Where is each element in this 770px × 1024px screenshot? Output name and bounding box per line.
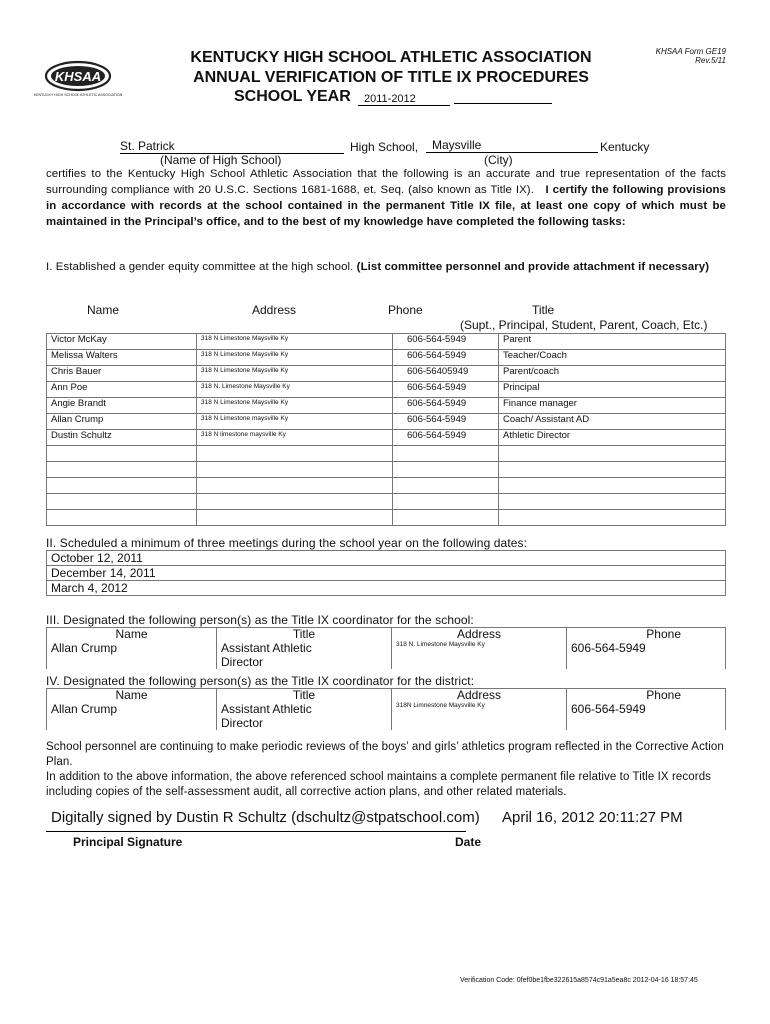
principal-signature-label: Principal Signature [73, 835, 183, 849]
committee-member-address: 318 N Limestone Maysville Ky [197, 334, 393, 350]
high-school-label: High School, [350, 140, 419, 154]
school-name-field: St. Patrick [120, 139, 344, 154]
coordinator-name: Allan Crump [51, 702, 118, 716]
committee-member-title: Parent [499, 334, 726, 350]
svg-text:KHSAA: KHSAA [54, 69, 102, 84]
signature-date: April 16, 2012 20:11:27 PM [502, 809, 683, 826]
signature-line [46, 831, 466, 832]
city-field: Maysville [426, 138, 598, 153]
committee-member-name [47, 446, 197, 462]
school-caption: (Name of High School) [160, 153, 282, 167]
section-2-heading: II. Scheduled a minimum of three meetings during the school year on the following dates: [46, 536, 528, 550]
committee-member-address: 318 N Limestone Maysville Ky [197, 398, 393, 414]
committee-member-name [47, 494, 197, 510]
table-row [47, 462, 726, 478]
committee-member-title [499, 446, 726, 462]
coordinator-address: 318 N. Limestone Maysville Ky [396, 641, 485, 648]
certify-bold-text: I certify the following provisions in accordance with records at the school contained in the permanent Title IX file, at least one copy of which must be maintained in the Principal’s office, and to the best of my knowledge have completed the following tasks: [46, 184, 726, 228]
committee-member-title [499, 510, 726, 526]
committee-member-phone: 606-564-5949 [393, 398, 499, 414]
committee-member-phone [393, 510, 499, 526]
committee-member-name: Melissa Walters [47, 350, 197, 366]
col-address-header: Address [252, 303, 297, 317]
coordinator-address: 318N Limnestone Maysville Ky [396, 702, 485, 709]
committee-member-name: Chris Bauer [47, 366, 197, 382]
meeting-date: October 12, 2011 [47, 551, 726, 566]
table-row [47, 494, 726, 510]
title-label: Title [292, 627, 316, 641]
col-name-header: Name [87, 303, 120, 317]
meeting-date: December 14, 2011 [47, 566, 726, 581]
committee-member-address: 318 N Limestone maysville Ky [197, 414, 393, 430]
committee-member-phone: 606-564-5949 [393, 414, 499, 430]
form-id [656, 47, 726, 65]
name-label: Name [115, 688, 148, 702]
committee-member-address [197, 478, 393, 494]
committee-member-phone: 606-564-5949 [393, 350, 499, 366]
coordinator-title: Assistant Athletic Director [221, 702, 312, 730]
table-row [47, 366, 726, 382]
title-label: Title [292, 688, 316, 702]
school-year-label: SCHOOL YEAR [234, 88, 351, 105]
committee-member-name: Allan Crump [47, 414, 197, 430]
committee-member-address: 318 N. Limestone Maysville Ky [197, 382, 393, 398]
committee-member-name [47, 478, 197, 494]
committee-member-address [197, 446, 393, 462]
committee-member-title: Parent/coach [499, 366, 726, 382]
section-1-heading: I. Established a gender equity committee at the high school. (List committee personnel and provide attachment if necessary) [46, 261, 710, 273]
committee-member-title: Teacher/Coach [499, 350, 726, 366]
digital-signature: Digitally signed by Dustin R Schultz (dschultz@stpatschool.com) [51, 809, 480, 826]
committee-member-phone [393, 462, 499, 478]
table-row [47, 478, 726, 494]
title-line-2: ANNUAL VERIFICATION OF TITLE IX PROCEDURES [193, 69, 589, 86]
coordinator-phone: 606-564-5949 [571, 641, 646, 655]
svg-text:KENTUCKY HIGH SCHOOL ATHLETIC: KENTUCKY HIGH SCHOOL ATHLETIC ASSOCIATION [33, 93, 123, 97]
committee-member-name [47, 462, 197, 478]
section-4-heading: IV. Designated the following person(s) as the Title IX coordinator for the district: [46, 674, 475, 688]
school-coordinator-table [46, 627, 726, 669]
col-title-header: Title [532, 303, 555, 317]
committee-member-name: Ann Poe [47, 382, 197, 398]
committee-member-title: Coach/ Assistant AD [499, 414, 726, 430]
committee-member-name [47, 510, 197, 526]
school-year-blank [454, 103, 552, 104]
committee-member-title: Finance manager [499, 398, 726, 414]
col-phone-header: Phone [388, 303, 423, 317]
phone-label: Phone [646, 688, 681, 702]
address-label: Address [456, 688, 502, 702]
table-row [47, 350, 726, 366]
coordinator-title: Assistant Athletic Director [221, 641, 312, 669]
committee-member-address [197, 462, 393, 478]
committee-member-phone [393, 494, 499, 510]
committee-member-name: Angie Brandt [47, 398, 197, 414]
committee-member-phone: 606-564-5949 [393, 430, 499, 446]
committee-member-title: Athletic Director [499, 430, 726, 446]
school-year-value: 2011-2012 [358, 93, 450, 106]
committee-member-phone: 606-56405949 [393, 366, 499, 382]
city-caption: (City) [484, 153, 513, 167]
state-label: Kentucky [600, 140, 650, 154]
table-row [47, 510, 726, 526]
committee-member-phone: 606-564-5949 [393, 382, 499, 398]
table-row [47, 398, 726, 414]
committee-member-address [197, 510, 393, 526]
verification-code: Verification Code: 0fef0be1fbe322615a8574c91a5ea8c 2012-04-16 18:57:45 [460, 977, 698, 984]
table-row [47, 414, 726, 430]
committee-table [46, 333, 726, 526]
col-title-subheader: (Supt., Principal, Student, Parent, Coach, Etc.) [460, 318, 708, 332]
closing-paragraph-1: School personnel are continuing to make periodic reviews of the boys’ and girls’ athletics program reflected in the Corrective Action Plan. [46, 741, 724, 768]
committee-member-address [197, 494, 393, 510]
table-row [47, 446, 726, 462]
coordinator-name: Allan Crump [51, 641, 118, 655]
address-label: Address [456, 627, 502, 641]
title-line-1: KENTUCKY HIGH SCHOOL ATHLETIC ASSOCIATION [190, 49, 592, 66]
certify-paragraph [46, 166, 726, 230]
section-3-heading: III. Designated the following person(s) as the Title IX coordinator for the school: [46, 613, 474, 627]
committee-member-name: Dustin Schultz [47, 430, 197, 446]
committee-member-title [499, 462, 726, 478]
committee-member-address: 318 N Limestone Maysville Ky [197, 350, 393, 366]
committee-member-phone: 606-564-5949 [393, 334, 499, 350]
committee-member-name: Victor McKay [47, 334, 197, 350]
table-row [47, 334, 726, 350]
certify-text: certifies to the Kentucky High School Athletic Association that the following is an accurate and true representation of the facts surrounding compliance with 20 U.S.C. Sections 1681-1688, et. Seq. (also known as Title IX). [46, 168, 726, 196]
committee-member-phone [393, 478, 499, 494]
table-row [47, 430, 726, 446]
closing-paragraph-2: In addition to the above information, the above referenced school maintains a complete permanent file relative to Title IX records including copies of the self-assessment audit, all corrective action plans, and other related materials. [46, 771, 712, 798]
committee-member-title [499, 478, 726, 494]
khsaa-logo [33, 58, 123, 100]
committee-member-address: 318 N Limestone Maysville Ky [197, 366, 393, 382]
date-label: Date [455, 835, 482, 849]
committee-member-phone [393, 446, 499, 462]
meeting-date: March 4, 2012 [47, 581, 726, 596]
phone-label: Phone [646, 627, 681, 641]
form-number: KHSAA Form GE19 [655, 47, 726, 56]
meeting-dates-table [46, 550, 726, 596]
district-coordinator-table [46, 688, 726, 730]
committee-member-title [499, 494, 726, 510]
name-label: Name [115, 627, 148, 641]
form-revision: Rev.5/11 [695, 56, 726, 65]
committee-member-address: 318 N limestone maysville Ky [197, 430, 393, 446]
table-row [47, 382, 726, 398]
coordinator-phone: 606-564-5949 [571, 702, 646, 716]
committee-member-title: Principal [499, 382, 726, 398]
